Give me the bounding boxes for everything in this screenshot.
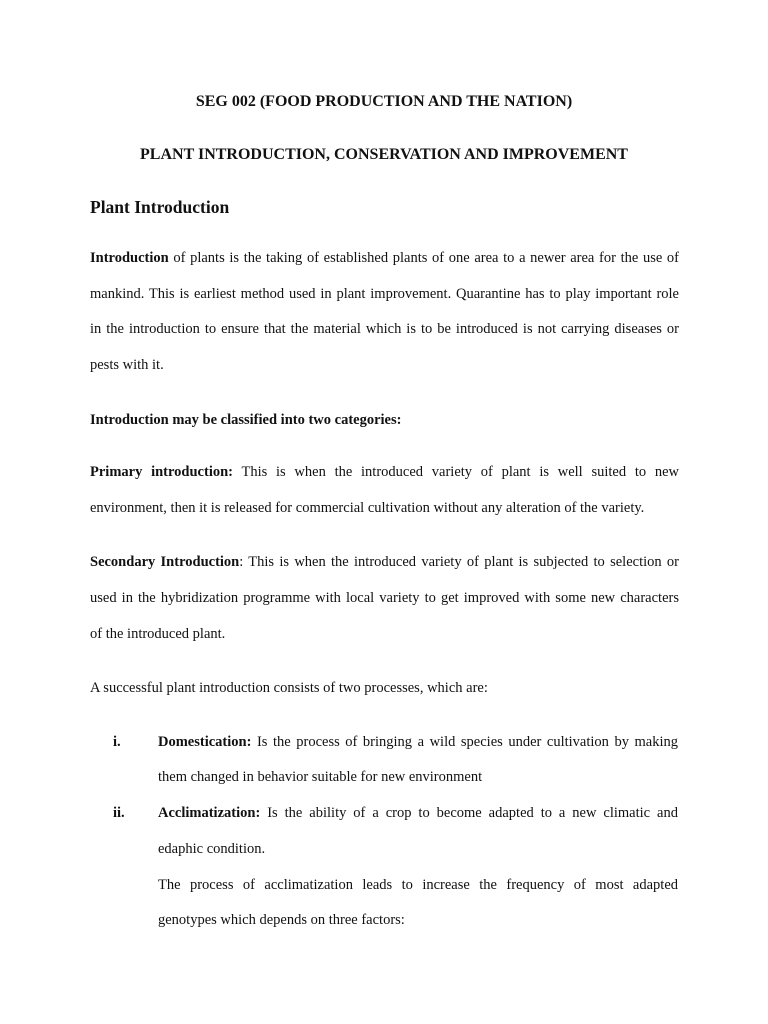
list-item-2-line-1-text: Is the ability of a crop to become adapted to a new climatic and bbox=[260, 805, 678, 821]
document-title: SEG 002 (FOOD PRODUCTION AND THE NATION) bbox=[195, 93, 573, 110]
document-subtitle: PLANT INTRODUCTION, CONSERVATION AND IMPROVEMENT bbox=[140, 146, 628, 163]
intro-line-1 bbox=[90, 249, 679, 267]
list-item-1-line-1-text: Is the process of bringing a wild species under cultivation by making bbox=[251, 734, 678, 750]
intro-line-4: pests with it. bbox=[90, 357, 164, 373]
list-item-2-line-4: genotypes which depends on three factors: bbox=[158, 912, 405, 928]
secondary-bold-lead: Secondary Introduction bbox=[90, 554, 240, 570]
categories-heading bbox=[90, 411, 679, 429]
secondary-line-1 bbox=[90, 553, 679, 571]
processes-intro: A successful plant introduction consists of two processes, which are: bbox=[90, 680, 488, 696]
intro-line-2: mankind. This is earliest method used in plant improvement. Quarantine has to play important role bbox=[90, 286, 679, 302]
secondary-line-3: of the introduced plant. bbox=[90, 626, 226, 642]
list-item-2-bold-lead: Acclimatization: bbox=[158, 805, 261, 821]
intro-bold-lead: Introduction bbox=[90, 250, 169, 266]
list-item-1-line-2: them changed in behavior suitable for new environment bbox=[158, 769, 483, 785]
section-heading: Plant Introduction bbox=[90, 197, 230, 217]
secondary-line-2: used in the hybridization programme with local variety to get improved with some new characters bbox=[90, 590, 679, 606]
list-item-number: i. bbox=[113, 734, 121, 750]
list-item-number: ii. bbox=[113, 805, 125, 821]
list-item-1-bold-lead: Domestication: bbox=[158, 734, 252, 750]
primary-bold-lead: Primary introduction: bbox=[90, 464, 233, 480]
intro-line-3: in the introduction to ensure that the material which is to be introduced is not carrying diseases or bbox=[90, 321, 679, 337]
intro-line-1-text: of plants is the taking of established plants of one area to a newer area for the use of bbox=[168, 250, 679, 266]
list-item-1-line-1 bbox=[158, 733, 678, 751]
primary-line-1-text: This is when the introduced variety of plant is well suited to new bbox=[233, 464, 680, 480]
categories-heading-text: Introduction may be classified into two categories: bbox=[90, 412, 402, 428]
primary-line-1 bbox=[90, 463, 679, 481]
primary-line-2: environment, then it is released for commercial cultivation without any alteration of the variety. bbox=[90, 500, 645, 516]
list-item-2-line-2: edaphic condition. bbox=[158, 841, 266, 857]
secondary-line-1-text: : This is when the introduced variety of plant is subjected to selection or bbox=[239, 554, 679, 570]
list-item-2-line-3: The process of acclimatization leads to increase the frequency of most adapted bbox=[158, 877, 678, 893]
list-item-2-line-1 bbox=[158, 804, 678, 822]
